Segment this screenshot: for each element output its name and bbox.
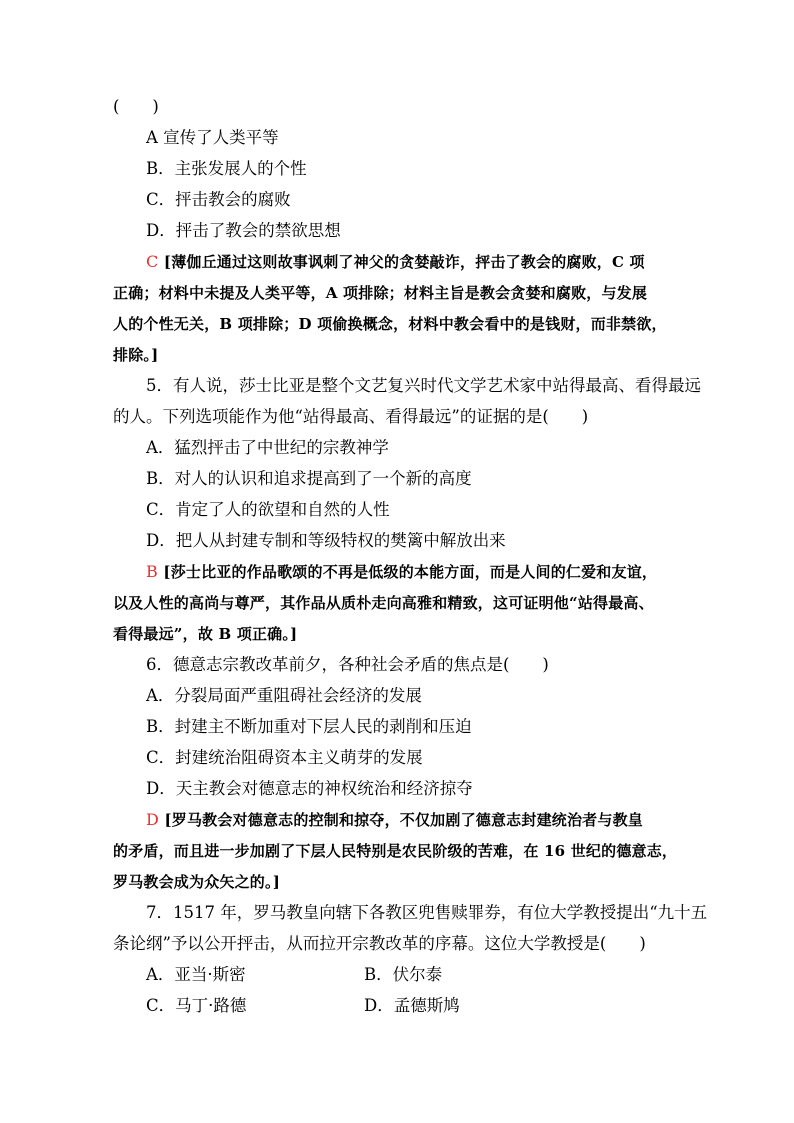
q4-explanation-line-2: 正确；材料中未提及人类平等，A 项排除；材料主旨是教会贪婪和腐败，与发展 [113,284,648,302]
q4-option-d: D．抨击了教会的禁欲思想 [146,221,341,240]
q5-option-a: A．猛烈抨击了中世纪的宗教神学 [146,438,389,457]
q7-stem-line-2: 条论纲”予以公开抨击，从而拉开宗教改革的序幕。这位大学教授是( ) [113,934,646,953]
q6-explanation-line-3: 罗马教会成为众矢之的。] [113,873,280,891]
q6-stem-line-1: 6．德意志宗教改革前夕，各种社会矛盾的焦点是( ) [146,655,549,674]
q6-option-b: B．封建主不断加重对下层人民的剥削和压迫 [146,717,472,736]
q5-option-b: B．对人的认识和追求提高到了一个新的高度 [146,469,472,488]
q5-stem-line-1: 5．有人说，莎士比亚是整个文艺复兴时代文学艺术家中站得最高、看得最远 [146,376,701,395]
q4-answer-paren: ( ) [113,97,159,116]
q6-option-a: A．分裂局面严重阻碍社会经济的发展 [146,686,422,705]
q6-explanation-line-2: 的矛盾，而且进一步加剧了下层人民特别是农民阶级的苦难，在 16 世纪的德意志， [113,842,678,860]
q6-explanation-text-1: [罗马教会对德意志的控制和掠夺，不仅加剧了德意志封建统治者与教皇 [164,811,643,829]
q5-explanation-text-1: [莎士比亚的作品歌颂的不再是低级的本能方面，而是人间的仁爱和友谊， [163,563,658,581]
q4-explanation-line-1 [146,251,645,273]
q5-answer-letter: B [146,562,158,581]
q4-option-a: A 宣传了人类平等 [146,128,279,147]
q7-option-b: B．伏尔泰 [364,965,443,984]
q5-explanation-line-2: 以及人性的高尚与尊严，其作品从质朴走向高雅和精致，这可证明他“站得最高、 [113,594,654,612]
q6-option-d: D．天主教会对德意志的神权统治和经济掠夺 [146,779,473,798]
q5-option-d: D．把人从封建专制和等级特权的樊篱中解放出来 [146,531,506,550]
q7-option-c: C．马丁·路德 [146,996,247,1015]
q5-option-c: C．肯定了人的欲望和自然的人性 [146,500,390,519]
q4-explanation-line-4: 排除。] [113,346,159,364]
q4-option-b: B．主张发展人的个性 [146,159,307,178]
q6-option-c: C．封建统治阻碍资本主义萌芽的发展 [146,748,423,767]
q4-explanation-text-1: [薄伽丘通过这则故事讽刺了神父的贪婪敲诈，抨击了教会的腐败，C 项 [163,253,645,271]
q6-explanation-line-1 [146,809,643,831]
q7-option-d: D．孟德斯鸠 [364,996,460,1015]
q4-option-c: C．抨击教会的腐败 [146,190,291,209]
q5-explanation-line-1 [146,561,657,583]
q7-stem-line-1: 7．1517 年，罗马教皇向辖下各教区兜售赎罪券，有位大学教授提出“九十五 [146,903,708,922]
q6-answer-letter: D [146,810,160,829]
q5-stem-line-2: 的人。下列选项能作为他“站得最高、看得最远”的证据的是( ) [113,407,589,426]
q7-option-a: A．亚当·斯密 [146,965,246,984]
q4-explanation-line-3: 人的个性无关，B 项排除；D 项偷换概念，材料中教会看中的是钱财，而非禁欲， [113,315,667,333]
q4-answer-letter: C [146,252,159,271]
q5-explanation-line-3: 看得最远”，故 B 项正确。] [113,625,298,643]
